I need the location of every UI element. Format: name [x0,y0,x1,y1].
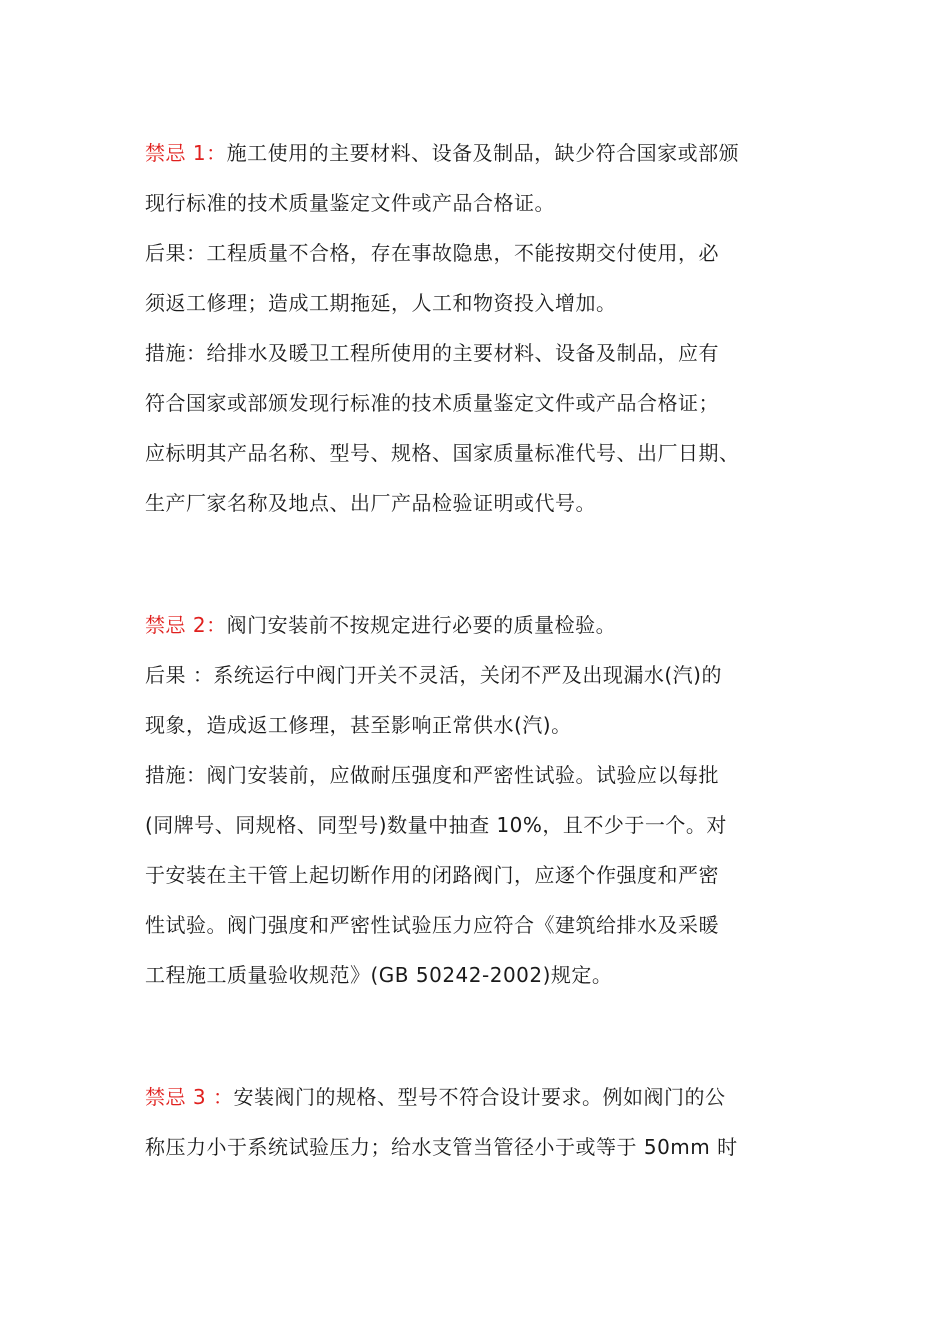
text-line [145,1072,825,1122]
text-line [145,128,825,178]
taboo-label: 禁忌 2： [145,613,227,637]
text-line: 符合国家或部颁发现行标准的技术质量鉴定文件或产品合格证； [145,391,719,415]
text-line: 称压力小于系统试验压力；给水支管当管径小于或等于 50mm 时 [145,1135,738,1159]
text-line: 性试验。阀门强度和严密性试验压力应符合《建筑给排水及采暖 [145,913,719,937]
text-line: 生产厂家名称及地点、出厂产品检验证明或代号。 [145,491,596,515]
text-line: 现象，造成返工修理，甚至影响正常供水(汽)。 [145,713,572,737]
text-line: 应标明其产品名称、型号、规格、国家质量标准代号、出厂日期、 [145,441,740,465]
taboo-section-2 [145,600,825,1000]
text-line: 现行标准的技术质量鉴定文件或产品合格证。 [145,191,555,215]
text-line: (同牌号、同规格、同型号)数量中抽查 10%，且不少于一个。对 [145,813,727,837]
section-spacer [145,528,825,600]
taboo-section-3 [145,1072,825,1172]
text-line: 后果：工程质量不合格，存在事故隐患，不能按期交付使用，必 [145,241,719,265]
document-page [145,128,825,1172]
taboo-label: 禁忌 3 ： [145,1085,234,1109]
text-line: 措施：阀门安装前，应做耐压强度和严密性试验。试验应以每批 [145,763,719,787]
text-line: 工程施工质量验收规范》(GB 50242-2002)规定。 [145,963,613,987]
section-spacer [145,1000,825,1072]
text-line: 措施：给排水及暖卫工程所使用的主要材料、设备及制品，应有 [145,341,719,365]
taboo-label: 禁忌 1： [145,141,227,165]
text-line: 须返工修理；造成工期拖延，人工和物资投入增加。 [145,291,617,315]
text-span: 施工使用的主要材料、设备及制品，缺少符合国家或部颁 [226,141,740,165]
taboo-section-1 [145,128,825,528]
text-line [145,600,825,650]
text-span: 阀门安装前不按规定进行必要的质量检验。 [226,613,617,637]
text-line: 于安装在主干管上起切断作用的闭路阀门，应逐个作强度和严密 [145,863,719,887]
text-span: 安装阀门的规格、型号不符合设计要求。例如阀门的公 [233,1085,726,1109]
text-line: 后果 ：系统运行中阀门开关不灵活，关闭不严及出现漏水(汽)的 [145,663,722,687]
